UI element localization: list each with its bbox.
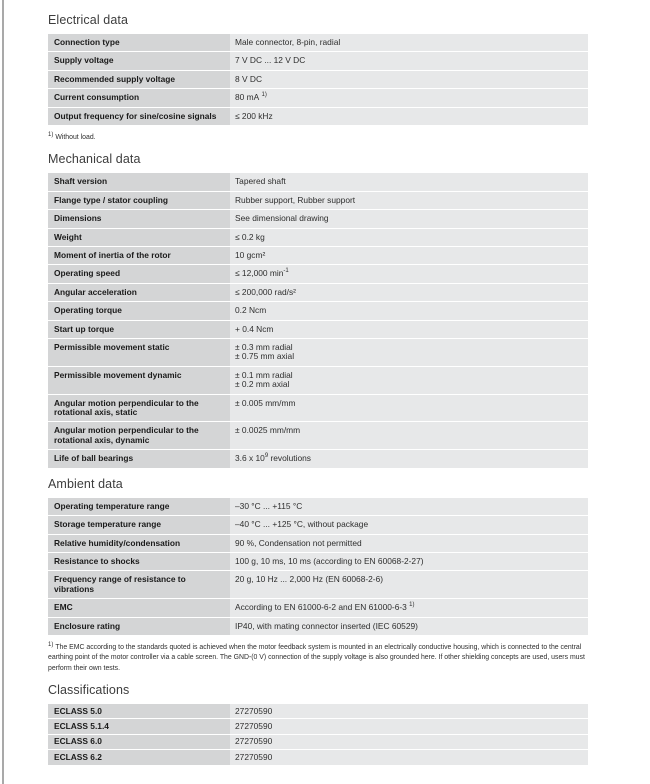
footnote-marker: 1) [48,641,54,648]
spec-label [48,367,230,394]
spec-value-line: IP40, with mating connector inserted (IEC 60529) [235,620,418,631]
spec-label [48,173,230,190]
spec-label-text: Resistance to shocks [54,555,140,566]
spec-label-text: Angular motion perpendicular to the rotational axis, static [54,397,199,418]
spec-value-line: Rubber support, Rubber support [235,194,356,205]
spec-label [48,52,230,69]
spec-label [48,89,230,106]
spec-value-line: 7 V DC ... 12 V DC [235,55,306,66]
spec-value-line: ± 0.005 mm/mm [235,397,296,408]
table-row [48,422,588,449]
spec-value-line: ± 0.1 mm radial [235,369,293,380]
spec-label-text: Moment of inertia of the rotor [54,250,171,261]
spec-label-text: Dimensions [54,213,102,224]
spec-label-text: Connection type [54,37,120,47]
table-row [48,395,588,422]
spec-label-text: Output frequency for sine/cosine signals [54,110,217,121]
spec-label-text: Supply voltage [54,55,114,66]
spec-label-text: Enclosure rating [54,620,121,631]
spec-label-text: ECLASS 6.0 [54,736,102,747]
superscript: 1) [261,92,267,99]
spec-value-line: –30 °C ... +115 °C [235,500,303,511]
spec-label [48,599,230,616]
spec-value [230,210,588,227]
table-row [48,192,588,209]
spec-label-text: Flange type / stator coupling [54,194,169,205]
table-row [48,553,588,570]
spec-label [48,516,230,533]
spec-value [230,71,588,88]
table-row [48,704,588,718]
superscript: 1) [409,602,415,609]
spec-label [48,395,230,422]
spec-label [48,618,230,635]
spec-label [48,210,230,227]
spec-value-line: 20 g, 10 Hz ... 2,000 Hz (EN 60068-2-6) [235,574,384,585]
spec-label-text: Operating torque [54,305,122,316]
spec-label [48,719,230,733]
spec-value-line: 80 mA $^{1)}$ [235,92,267,103]
classifications-table [48,704,588,765]
spec-value [230,450,588,467]
spec-label-text: Angular acceleration [54,286,137,297]
spec-value [230,302,588,319]
footnote-text: Without load. [55,134,96,142]
datasheet-page [48,0,588,765]
spec-value-line: 27270590 [235,705,273,716]
spec-label [48,229,230,246]
spec-value-line: 8 V DC [235,73,262,84]
spec-value-line: ± 0.3 mm radial [235,342,293,353]
spec-value-line: ≤ 12,000 $\min^{-1}$ [235,268,289,279]
spec-label-text: Current consumption [54,92,140,103]
spec-value [230,395,588,422]
spec-value [230,247,588,264]
spec-label [48,247,230,264]
table-row [48,516,588,533]
spec-value [230,704,588,718]
spec-label-text: Relative humidity/condensation [54,537,181,548]
section-mechanical-data [48,152,588,467]
spec-value-line: 27270590 [235,720,273,731]
spec-label-text: Shaft version [54,176,108,187]
section-ambient-data [48,477,588,674]
spec-value-line: 27270590 [235,736,273,747]
page-left-border [2,0,4,784]
table-row [48,302,588,319]
spec-value [230,735,588,749]
footnote-electrical [48,133,588,143]
spec-label-text: Frequency range of resistance to vibrations [54,574,186,594]
footnote-text: The EMC according to the standards quoted is achieved when the motor feedback system is mounted in an electrically conductive housing, which is connected to the central earthing point of the motor controller via a cable screen. The GND-(0 V) connection of the supply voltage is also grounded here. If other shielding concepts are used, users must perform their own tests. [48,643,585,672]
table-row [48,265,588,282]
spec-value-line-2: ± 0.75 mm axial [235,351,295,362]
spec-value [230,339,588,366]
spec-label [48,108,230,125]
spec-label-text: Life of ball bearings [54,453,134,464]
spec-value [230,108,588,125]
table-row [48,210,588,227]
section-title-classifications: Classifications [48,683,130,698]
table-row [48,618,588,635]
section-classifications [48,683,588,765]
spec-label-text: EMC [54,602,73,613]
spec-value [230,750,588,764]
spec-value [230,571,588,598]
table-row [48,34,588,51]
spec-label [48,71,230,88]
table-row [48,535,588,552]
spec-label-text: Recommended supply voltage [54,73,175,84]
spec-value [230,498,588,515]
spec-value-line: 27270590 [235,751,273,762]
superscript: -1 [283,268,289,275]
spec-value-line: 0.2 Ncm [235,305,267,316]
table-row [48,498,588,515]
spec-value-line: 10 gcm² [235,250,266,261]
spec-value [230,516,588,533]
spec-label-text: Weight [54,231,82,242]
spec-value-line: Tapered shaft [235,176,286,187]
spec-label [48,553,230,570]
table-row [48,339,588,366]
spec-value [230,284,588,301]
table-row [48,284,588,301]
spec-label-text: Permissible movement static [54,342,170,353]
table-row [48,321,588,338]
superscript: 9 [264,453,269,460]
spec-label [48,450,230,467]
table-row [48,599,588,616]
spec-label [48,735,230,749]
spec-label [48,571,230,598]
spec-value-line: –40 °C ... +125 °C, without package [235,519,369,530]
footnote-emc [48,643,588,674]
table-row [48,571,588,598]
spec-value-line: See dimensional drawing [235,213,329,224]
table-row [48,735,588,749]
spec-value [230,265,588,282]
section-title-ambient: Ambient data [48,476,123,491]
spec-label [48,704,230,718]
spec-label [48,192,230,209]
spec-value [230,535,588,552]
ambient-data-table [48,498,588,635]
table-row [48,450,588,467]
spec-value [230,618,588,635]
spec-value-line: Male connector, 8-pin, radial [235,37,341,47]
spec-label [48,265,230,282]
spec-value-line: ≤ 0.2 kg [235,231,265,242]
table-row [48,108,588,125]
spec-label-text: Storage temperature range [54,519,162,530]
spec-label [48,302,230,319]
spec-value [230,34,588,51]
spec-value [230,719,588,733]
table-row [48,52,588,69]
footnote-marker: 1) [48,131,54,138]
table-row [48,247,588,264]
spec-value-line: 90 %, Condensation not permitted [235,537,362,548]
spec-value [230,321,588,338]
spec-label-text: ECLASS 6.2 [54,751,102,762]
spec-label-text: Operating temperature range [54,500,170,511]
spec-label [48,498,230,515]
mechanical-data-table [48,173,588,467]
table-row [48,71,588,88]
electrical-data-table [48,34,588,125]
spec-label-text: ECLASS 5.0 [54,705,102,716]
spec-value [230,52,588,69]
spec-label-text: Permissible movement dynamic [54,369,182,380]
section-title-mechanical: Mechanical data [48,152,141,167]
table-row [48,719,588,733]
spec-value-line: + 0.4 Ncm [235,323,274,334]
spec-value-line: 100 g, 10 ms, 10 ms (according to EN 60068-2-27) [235,555,424,566]
spec-label [48,750,230,764]
spec-value [230,192,588,209]
spec-value-line: ≤ 200 kHz [235,110,273,121]
spec-value-line: According to EN 61000-6-2 and EN 61000-6-3 $^{1)}$ [235,602,415,613]
spec-value [230,229,588,246]
spec-label-text: ECLASS 5.1.4 [54,720,109,731]
spec-label [48,535,230,552]
section-electrical-data [48,13,588,143]
spec-value [230,553,588,570]
table-row [48,173,588,190]
spec-label [48,422,230,449]
spec-label [48,34,230,51]
spec-label-text: Angular motion perpendicular to the rotational axis, dynamic [54,425,199,445]
spec-label [48,284,230,301]
table-row [48,89,588,106]
spec-value [230,367,588,394]
spec-value [230,173,588,190]
spec-label [48,321,230,338]
spec-value [230,422,588,449]
spec-value-line-2: ± 0.2 mm axial [235,379,290,390]
spec-label-text: Start up torque [54,323,115,334]
spec-value [230,89,588,106]
table-row [48,367,588,394]
spec-value-line: 3.6 x $10^9$ revolutions [235,453,311,464]
table-row [48,750,588,764]
table-row [48,229,588,246]
section-title-electrical: Electrical data [48,13,129,27]
spec-value [230,599,588,616]
spec-value-line: ± 0.0025 mm/mm [235,425,301,436]
spec-value-line: ≤ 200,000 rad/s² [235,286,296,297]
spec-label-text: Operating speed [54,268,121,279]
spec-label [48,339,230,366]
